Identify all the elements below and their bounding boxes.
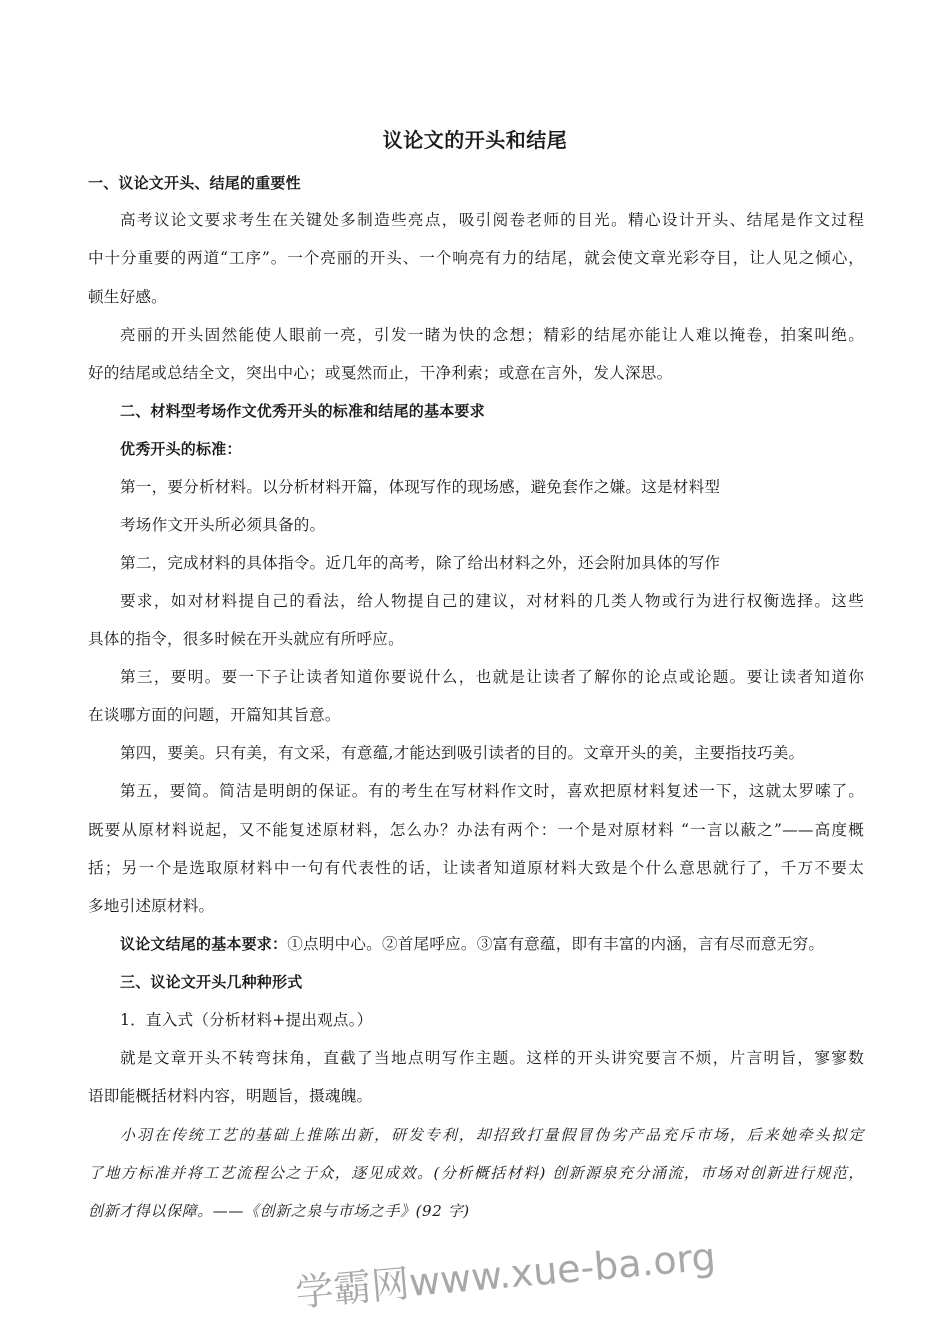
- paragraph-line: 高考议论文要求考生在关键处多制造些亮点，吸引阅卷老师的目光。精心设计开头、结尾是作文过程: [120, 211, 864, 229]
- paragraph-line: 多地引述原材料。: [88, 897, 215, 915]
- ending-requirements: [120, 932, 864, 956]
- paragraph-line: 括；另一个是选取原材料中一句有代表性的话，让读者知道原材料大致是个什么意思就行了，千万不要太: [88, 859, 864, 877]
- paragraph-line: 语即能概括材料内容，明题旨，摄魂魄。: [88, 1087, 373, 1105]
- section-3-heading: 三、议论文开头几种种形式: [120, 973, 303, 991]
- paragraph-line: 第三，要明。要一下子让读者知道你要说什么，也就是让读者了解你的论点或论题。要让读者知道你: [120, 668, 864, 686]
- paragraph-line: 第四，要美。只有美，有文采，有意蕴,才能达到吸引读者的目的。文章开头的美，主要指技巧美。: [120, 744, 805, 762]
- paragraph-line: 就是文章开头不转弯抹角，直截了当地点明写作主题。这样的开头讲究要言不烦，片言明旨，寥寥数: [120, 1049, 864, 1067]
- paragraph-line: 要求，如对材料提自己的看法，给人物提自己的建议，对材料的几类人物或行为进行权衡选择。这些: [120, 592, 864, 610]
- paragraph-line: 在谈哪方面的问题，开篇知其旨意。: [88, 706, 341, 724]
- ending-requirements-text: ①点明中心。②首尾呼应。③富有意蕴，即有丰富的内涵，言有尽而意无穷。: [287, 935, 825, 953]
- paragraph-line: 第二，完成材料的具体指令。近几年的高考，除了给出材料之外，还会附加具体的写作: [120, 554, 721, 572]
- paragraph-line: 中十分重要的两道“工序”。一个亮丽的开头、一个响亮有力的结尾，就会使文章光彩夺目，让人见之倾心，: [88, 249, 864, 267]
- section-1-heading: 一、议论文开头、结尾的重要性: [88, 174, 301, 192]
- section-2-heading: 二、材料型考场作文优秀开头的标准和结尾的基本要求: [120, 402, 485, 420]
- paragraph-line: 第五，要简。简洁是明朗的保证。有的考生在写材料作文时，喜欢把原材料复述一下，这就太罗嗦了。: [120, 782, 864, 800]
- watermark: 学霸网www.xue-ba.org: [293, 1234, 718, 1315]
- subheading-opening-standard: 优秀开头的标准：: [120, 440, 242, 458]
- example-line: 创新才得以保障。——《创新之泉与市场之手》(92 字): [88, 1202, 470, 1220]
- ending-requirements-label: 议论文结尾的基本要求：: [120, 935, 288, 953]
- paragraph-line: 既要从原材料说起，又不能复述原材料，怎么办？办法有两个：一个是对原材料 “一言以蔽之”——高度概: [88, 821, 864, 839]
- paragraph-line: 第一，要分析材料。以分析材料开篇，体现写作的现场感，避免套作之嫌。这是材料型: [120, 478, 721, 496]
- paragraph-line: 具体的指令，很多时候在开头就应有所呼应。: [88, 630, 404, 648]
- example-line: 了地方标准并将工艺流程公之于众，逐见成效。(分析概括材料) 创新源泉充分涌流，市场对创新进行规范，: [88, 1164, 864, 1182]
- paragraph-line: 考场作文开头所必须具备的。: [120, 516, 326, 534]
- item-1-title: 1．直入式（分析材料+提出观点。）: [120, 1011, 373, 1029]
- example-line: 小羽在传统工艺的基础上推陈出新，研发专利，却招致打量假冒伪劣产品充斥市场，后来她牵头拟定: [120, 1126, 864, 1144]
- paragraph-line: 顿生好感。: [88, 288, 167, 306]
- paragraph-line: 好的结尾或总结全文，突出中心；或戛然而止，干净利索；或意在言外，发人深思。: [88, 364, 673, 382]
- document-title: 议论文的开头和结尾: [382, 128, 568, 152]
- paragraph-line: 亮丽的开头固然能使人眼前一亮，引发一睹为快的念想；精彩的结尾亦能让人难以掩卷，拍案叫绝。: [120, 326, 864, 344]
